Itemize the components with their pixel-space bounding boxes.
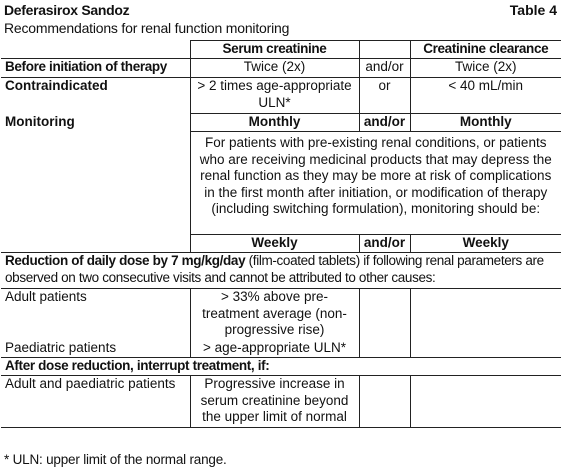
- header-spacer-cell: [359, 41, 410, 59]
- row-paediatric-patients: [1, 340, 561, 358]
- monitoring-serum-value: Monthly: [190, 114, 359, 132]
- contraindicated-or: or: [359, 78, 410, 114]
- monitoring-label: Monitoring: [1, 114, 190, 132]
- adult-paediatric-serum-value: Progressive increase in serum creatinine beyond the upper limit of normal: [190, 376, 359, 428]
- table-number: Table 4: [509, 2, 557, 18]
- weekly-spacer: [1, 235, 190, 253]
- row-adult-patients: [1, 289, 561, 340]
- interrupt-treatment-heading: After dose reduction, interrupt treatment, if:: [1, 358, 561, 376]
- row-monitoring-note: [1, 132, 561, 235]
- row-reduction-heading: [1, 253, 561, 289]
- before-andor: and/or: [359, 59, 410, 78]
- weekly-serum-value: Weekly: [190, 235, 359, 253]
- document-title: Deferasirox Sandoz: [4, 2, 130, 18]
- weekly-andor: and/or: [359, 235, 410, 253]
- monitoring-note-spacer: [1, 132, 190, 235]
- adult-paediatric-label: Adult and paediatric patients: [1, 376, 190, 428]
- dose-reduction-heading-rest: (film-coated tablets) if following renal parameters are observed on two consecutive visits and cannot be attributed to other causes:: [5, 253, 544, 285]
- row-adult-paediatric: [1, 376, 561, 428]
- adult-paediatric-empty-clearance: [410, 376, 561, 428]
- paediatric-serum-value: > age-appropriate ULN*: [190, 340, 359, 358]
- header-creatinine-clearance: Creatinine clearance: [410, 41, 561, 59]
- table-header-row: [1, 41, 561, 59]
- row-weekly: [1, 235, 561, 253]
- adult-empty-andor: [359, 289, 410, 340]
- contraindicated-label: Contraindicated: [1, 78, 190, 114]
- row-contraindicated: [1, 78, 561, 114]
- weekly-clearance-value: Weekly: [410, 235, 561, 253]
- paediatric-patients-label: Paediatric patients: [1, 340, 190, 358]
- contraindicated-clearance-value: < 40 mL/min: [410, 78, 561, 114]
- footnote: * ULN: upper limit of the normal range.: [4, 452, 227, 467]
- monitoring-note-text: For patients with pre-existing renal conditions, or patients who are receiving medicinal products that may depress the renal function as they may be more at risk of complications in the first month after initiation, or modification of therapy (including switching formulation), monitoring should be:: [190, 132, 561, 235]
- adult-patients-label: Adult patients: [1, 289, 190, 340]
- dose-reduction-heading-bold: Reduction of daily dose by 7 mg/kg/day: [5, 253, 246, 268]
- renal-monitoring-table: [1, 40, 561, 428]
- row-interrupt-heading: [1, 358, 561, 376]
- before-clearance-value: Twice (2x): [410, 59, 561, 78]
- contraindicated-serum-value: > 2 times age-appropriate ULN*: [190, 78, 359, 114]
- monitoring-andor: and/or: [359, 114, 410, 132]
- monitoring-clearance-value: Monthly: [410, 114, 561, 132]
- paediatric-empty-andor: [359, 340, 410, 358]
- table-subtitle: Recommendations for renal function monitoring: [4, 20, 290, 36]
- row-before-initiation: [1, 59, 561, 78]
- row-monitoring: [1, 114, 561, 132]
- paediatric-empty-clearance: [410, 340, 561, 358]
- before-initiation-label: Before initiation of therapy: [1, 59, 190, 78]
- header-serum-creatinine: Serum creatinine: [190, 41, 359, 59]
- dose-reduction-heading: [1, 253, 561, 289]
- adult-serum-value: > 33% above pre-treatment average (non-progressive rise): [190, 289, 359, 340]
- adult-empty-clearance: [410, 289, 561, 340]
- before-serum-value: Twice (2x): [190, 59, 359, 78]
- header-empty-cell: [1, 41, 190, 59]
- adult-paediatric-empty-andor: [359, 376, 410, 428]
